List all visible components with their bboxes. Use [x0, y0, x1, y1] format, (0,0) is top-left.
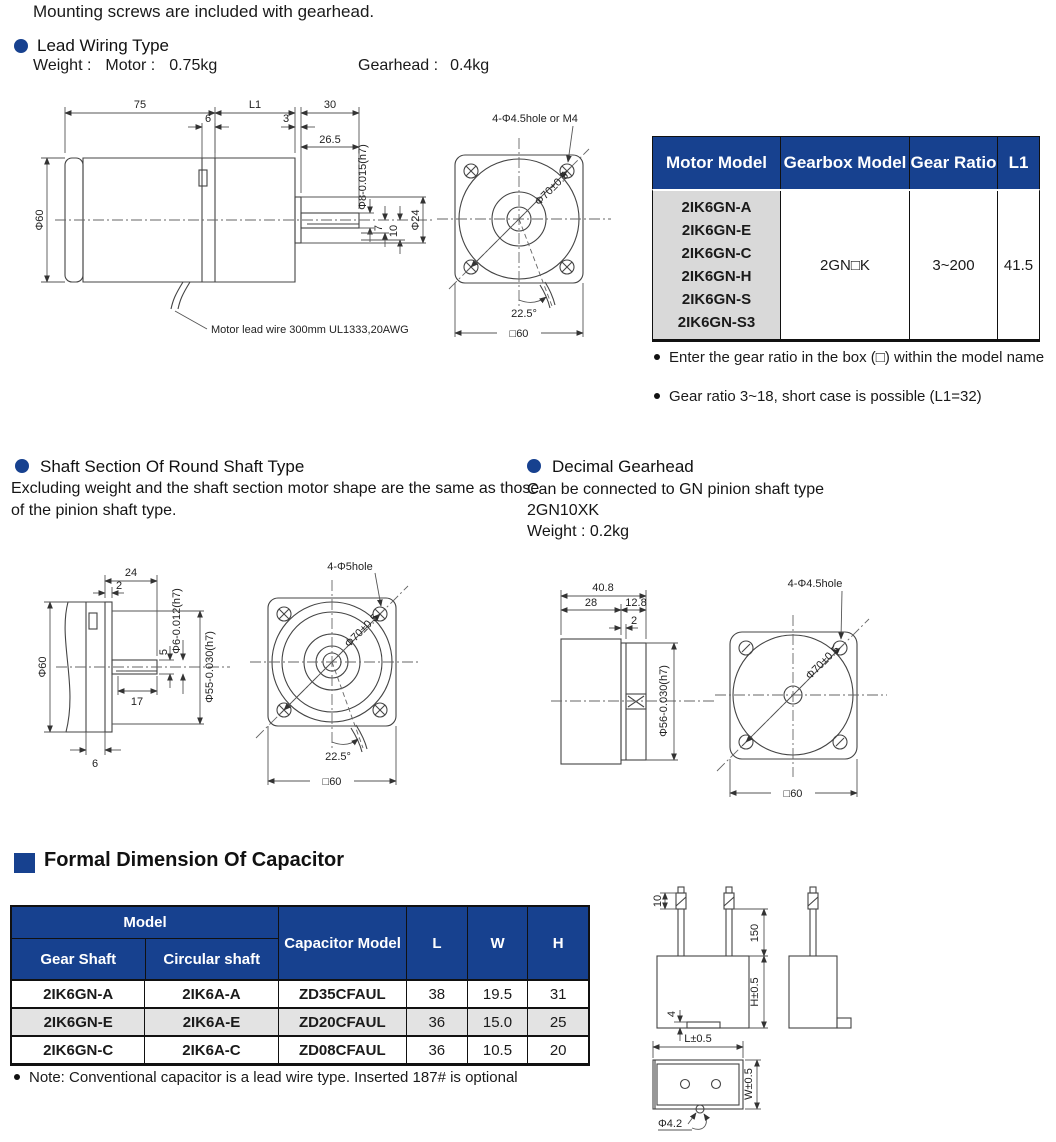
- dim-label: □60: [322, 776, 342, 788]
- dim-label: 2: [115, 580, 123, 592]
- motor-model-list: [653, 191, 781, 339]
- dim-label: Φ70±0.5: [342, 611, 382, 651]
- col-header-model: Model: [12, 907, 278, 939]
- dim-label: Φ70±0.5: [532, 169, 572, 209]
- dim-label: Φ60: [34, 209, 46, 231]
- gear-note-2: [654, 388, 1049, 405]
- dim-label: 22.5°: [511, 308, 537, 320]
- round-shaft-front-drawing: [250, 558, 445, 803]
- dim-label: □60: [783, 788, 803, 800]
- holes-label: 4-Φ5hole: [327, 561, 373, 573]
- decimal-gearhead-title: Decimal Gearhead: [552, 457, 694, 476]
- motor-model: 2IK6GN-C: [681, 245, 752, 262]
- gear-table-body: [652, 189, 1040, 342]
- col-header-l1: L1: [1008, 153, 1029, 172]
- desc-line: of the pinion shaft type.: [11, 502, 177, 519]
- dim-label: 40.8: [592, 582, 614, 594]
- gearbox-model-cell: 2GN□K: [781, 191, 910, 339]
- shaft-section-title: Shaft Section Of Round Shaft Type: [40, 457, 305, 476]
- cell-w: 15.0: [468, 1009, 529, 1035]
- dim-label: 17: [130, 696, 144, 708]
- gear-note-text: Gear ratio 3~18, short case is possible (L1=32): [669, 388, 982, 405]
- dim-label: Φ70±0.5: [803, 643, 843, 683]
- desc-line: Weight : 0.2kg: [527, 523, 629, 540]
- lead-wiring-title: Lead Wiring Type: [37, 36, 169, 55]
- table-row: [12, 1007, 588, 1035]
- gear-ratio-table: [652, 136, 1040, 342]
- gear-note-text: Enter the gear ratio in the box (□) within the model name: [669, 349, 1045, 366]
- table-row: [12, 1035, 588, 1063]
- dim-label: 28: [584, 597, 598, 609]
- desc-line: Can be connected to GN pinion shaft type: [527, 481, 825, 498]
- cell-gear-shaft: 2IK6GN-C: [12, 1037, 145, 1063]
- dim-label: 12.8: [625, 597, 647, 609]
- cell-h: 25: [549, 1013, 567, 1031]
- motor-model: 2IK6GN-S3: [677, 314, 756, 331]
- dim-label: □60: [509, 328, 529, 340]
- dim-label: Φ4.2: [658, 1118, 683, 1130]
- cell-circular-shaft: 2IK6A-C: [145, 1037, 278, 1063]
- section-bullet-icon: [527, 459, 541, 473]
- dim-label: 2: [630, 615, 638, 627]
- section-bullet-icon: [14, 39, 28, 53]
- dim-label: Φ55-0.030(h7): [204, 631, 216, 703]
- cell-gear-shaft: 2IK6GN-E: [12, 1009, 145, 1035]
- cell-capacitor-model: ZD35CFAUL: [279, 981, 407, 1007]
- lead-wire-label: Motor lead wire 300mm UL1333,20AWG: [211, 324, 409, 336]
- table-row: [12, 979, 588, 1007]
- cell-l: 38: [407, 981, 468, 1007]
- col-header-h: H: [552, 934, 564, 952]
- cell-w: 10.5: [468, 1037, 529, 1063]
- heading-square-icon: [14, 853, 35, 873]
- decimal-gearhead-desc: [527, 479, 824, 542]
- motor-weight-value: 0.75kg: [169, 57, 218, 74]
- capacitor-note-text: Note: Conventional capacitor is a lead wire type. Inserted 187# is optional: [29, 1069, 518, 1086]
- motor-front-view-drawing: [435, 110, 650, 350]
- dim-label: W±0.5: [743, 1068, 755, 1100]
- motor-model: 2IK6GN-H: [681, 268, 752, 285]
- dim-label: 22.5°: [325, 751, 351, 763]
- dim-label: Φ60: [37, 656, 49, 678]
- dim-label: 24: [124, 567, 138, 579]
- dim-label: 26.5: [319, 134, 341, 146]
- weight-label: Weight :: [33, 57, 92, 74]
- cell-h: 31: [549, 985, 567, 1003]
- holes-label: 4-Φ4.5hole: [787, 578, 843, 590]
- dim-label: 75: [133, 99, 147, 111]
- motor-model: 2IK6GN-S: [681, 291, 752, 308]
- dim-label: L±0.5: [684, 1033, 712, 1045]
- round-shaft-side-drawing: [20, 555, 255, 790]
- gearhead-weight-value: 0.4kg: [450, 57, 490, 74]
- top-note: Mounting screws are included with gearhead.: [33, 2, 375, 21]
- col-header-capacitor-model: Capacitor Model: [279, 907, 407, 979]
- col-header-gear-ratio: Gear Ratio: [910, 137, 998, 189]
- col-header-gear-shaft: Gear Shaft: [12, 939, 146, 979]
- dim-label: Φ24: [410, 209, 422, 231]
- dim-label: 4: [666, 1010, 678, 1018]
- gearhead-weight-label: Gearhead :: [358, 57, 439, 74]
- motor-side-view-drawing: [25, 95, 445, 340]
- gear-table-header: [652, 136, 1040, 189]
- gearhead-weight: [358, 57, 489, 75]
- dim-label: H±0.5: [749, 977, 761, 1007]
- desc-line: 2GN10XK: [527, 502, 600, 519]
- desc-line: Excluding weight and the shaft section motor shape are the same as those: [11, 480, 540, 497]
- dim-label: 3: [282, 113, 290, 125]
- dim-label: 10: [652, 894, 664, 908]
- shaft-section-desc: [11, 478, 539, 522]
- dim-label: 6: [91, 758, 99, 770]
- cell-capacitor-model: ZD20CFAUL: [279, 1009, 407, 1035]
- motor-model: 2IK6GN-E: [681, 222, 752, 239]
- note-bullet-icon: [654, 393, 660, 399]
- dim-label: Φ8-0.015(h7): [357, 144, 369, 210]
- dim-label: 30: [323, 99, 337, 111]
- cell-l: 36: [407, 1037, 468, 1063]
- dim-label: 150: [749, 923, 761, 943]
- gear-ratio-cell: 3~200: [910, 191, 998, 339]
- dim-label: 6: [204, 113, 212, 125]
- dim-label: L1: [248, 99, 262, 111]
- cell-w: 19.5: [468, 981, 529, 1007]
- gear-note-1: [654, 349, 1049, 366]
- model-column-group: [12, 907, 279, 979]
- motor-weight-label: Motor :: [105, 57, 156, 74]
- l1-cell: 41.5: [1003, 256, 1034, 274]
- dim-label: Φ6-0.012(h7): [171, 588, 183, 654]
- section-bullet-icon: [15, 459, 29, 473]
- dim-label: 7: [373, 224, 385, 232]
- dim-label: 10: [388, 224, 400, 238]
- dim-label: Φ56-0.030(h7): [658, 665, 670, 737]
- col-header-circular-shaft: Circular shaft: [163, 950, 261, 968]
- col-header-motor-model: Motor Model: [653, 137, 781, 189]
- cell-l: 36: [407, 1009, 468, 1035]
- col-header-l: L: [407, 907, 468, 979]
- cell-circular-shaft: 2IK6A-E: [145, 1009, 278, 1035]
- dim-label: 5: [158, 648, 170, 656]
- decimal-gearhead-side-drawing: [548, 572, 723, 787]
- capacitor-drawing: [630, 885, 1030, 1140]
- cell-h: 20: [549, 1041, 567, 1059]
- capacitor-table: [10, 905, 590, 1066]
- capacitor-note: [14, 1069, 574, 1086]
- note-bullet-icon: [14, 1074, 20, 1080]
- motor-model: 2IK6GN-A: [681, 199, 752, 216]
- cell-gear-shaft: 2IK6GN-A: [12, 981, 145, 1007]
- capacitor-table-header: [12, 907, 588, 979]
- weight-row: [33, 57, 231, 75]
- holes-label: 4-Φ4.5hole or M4: [492, 113, 578, 125]
- cell-circular-shaft: 2IK6A-A: [145, 981, 278, 1007]
- col-header-gearbox-model: Gearbox Model: [781, 137, 910, 189]
- cell-capacitor-model: ZD08CFAUL: [279, 1037, 407, 1063]
- capacitor-section-title: Formal Dimension Of Capacitor: [44, 849, 345, 871]
- decimal-gearhead-front-drawing: [715, 575, 915, 810]
- col-header-w: W: [468, 907, 529, 979]
- note-bullet-icon: [654, 354, 660, 360]
